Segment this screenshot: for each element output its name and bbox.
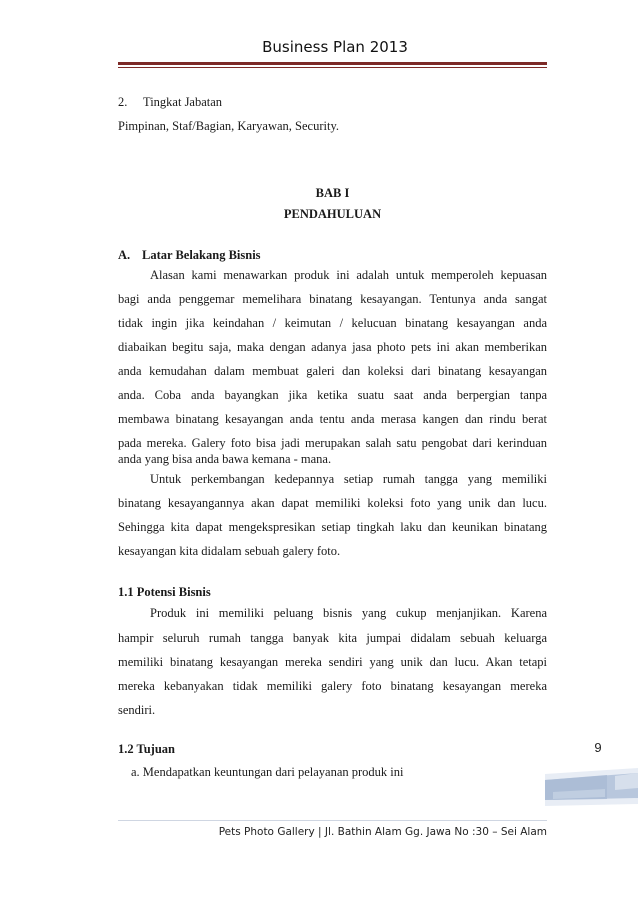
paragraph-line: mereka kebanyakan tidak memiliki galery foto binatang kesayangan mereka: [118, 679, 547, 693]
section-2-number: 2.: [118, 95, 128, 109]
section-2-heading: Tingkat Jabatan: [143, 95, 223, 109]
paragraph-line: sendiri.: [118, 703, 156, 717]
paragraph-line: hampir seluruh rumah tangga banyak kita jumpai didalam sebuah keluarga: [118, 631, 547, 645]
page-number: 9: [594, 740, 602, 755]
section-1-1-heading: 1.1 Potensi Bisnis: [118, 585, 211, 599]
paragraph-line: memiliki binatang kesayangan mereka sendiri yang unik dan lucu. Akan tetapi: [118, 655, 547, 669]
header-title: Business Plan 2013: [262, 38, 408, 56]
paragraph-line: Alasan kami menawarkan produk ini adalah untuk memperoleh kepuasan: [150, 268, 547, 282]
page-corner-decoration: [545, 766, 638, 806]
paragraph-line: pada mereka. Galery foto bisa jadi merupakan salah satu pengobat dari kerinduan: [118, 436, 547, 450]
paragraph-line: anda. Coba anda bayangkan jika ketika suatu saat anda berpergian tanpa: [118, 388, 547, 402]
paragraph-line: kesayangan kita didalam sebuah galery foto.: [118, 544, 341, 558]
chapter-number: BAB I: [315, 186, 350, 200]
paragraph-line: tidak ingin jika keindahan / keimutan / kelucuan binatang kesayangan anda: [118, 316, 547, 330]
paragraph-line: anda yang bisa anda bawa kemana - mana.: [118, 452, 332, 466]
paragraph-line: bagi anda penggemar memelihara binatang kesayangan. Tentunya anda sangat: [118, 292, 547, 306]
paragraph-line: binatang kesayangannya akan dapat memiliki koleksi foto yang unik dan lucu.: [118, 496, 547, 510]
footer-rule: [118, 820, 547, 821]
paragraph-line: anda kemudahan dalam membuat galeri dan koleksi dari binatang kesayangan: [118, 364, 547, 378]
paragraph-line: diabaikan begitu saja, maka dengan adanya jasa photo pets ini akan memberikan: [118, 340, 547, 354]
section-a-letter: A.: [118, 248, 131, 262]
paragraph-line: Produk ini memiliki peluang bisnis yang cukup menjanjikan. Karena: [150, 606, 547, 620]
paragraph-line: Untuk perkembangan kedepannya setiap rumah tangga yang memiliki: [150, 472, 547, 486]
header-rule-thin: [118, 67, 547, 68]
paragraph-line: Sehingga kita dapat mengekspresikan setiap tingkah laku dan keunikan binatang: [118, 520, 547, 534]
section-2-line: Pimpinan, Staf/Bagian, Karyawan, Security.: [118, 119, 340, 133]
header-rule-thick: [118, 62, 547, 65]
section-1-2-heading: 1.2 Tujuan: [118, 742, 175, 756]
chapter-title: PENDAHULUAN: [283, 207, 382, 221]
section-1-2-item-a: a. Mendapatkan keuntungan dari pelayanan produk ini: [131, 765, 404, 779]
paragraph-line: membawa binatang kesayangan anda tentu anda merasa kangen dan rindu berat: [118, 412, 547, 426]
footer-text: Pets Photo Gallery | Jl. Bathin Alam Gg. Jawa No :30 – Sei Alam: [218, 826, 547, 838]
section-a-heading: Latar Belakang Bisnis: [142, 248, 261, 262]
